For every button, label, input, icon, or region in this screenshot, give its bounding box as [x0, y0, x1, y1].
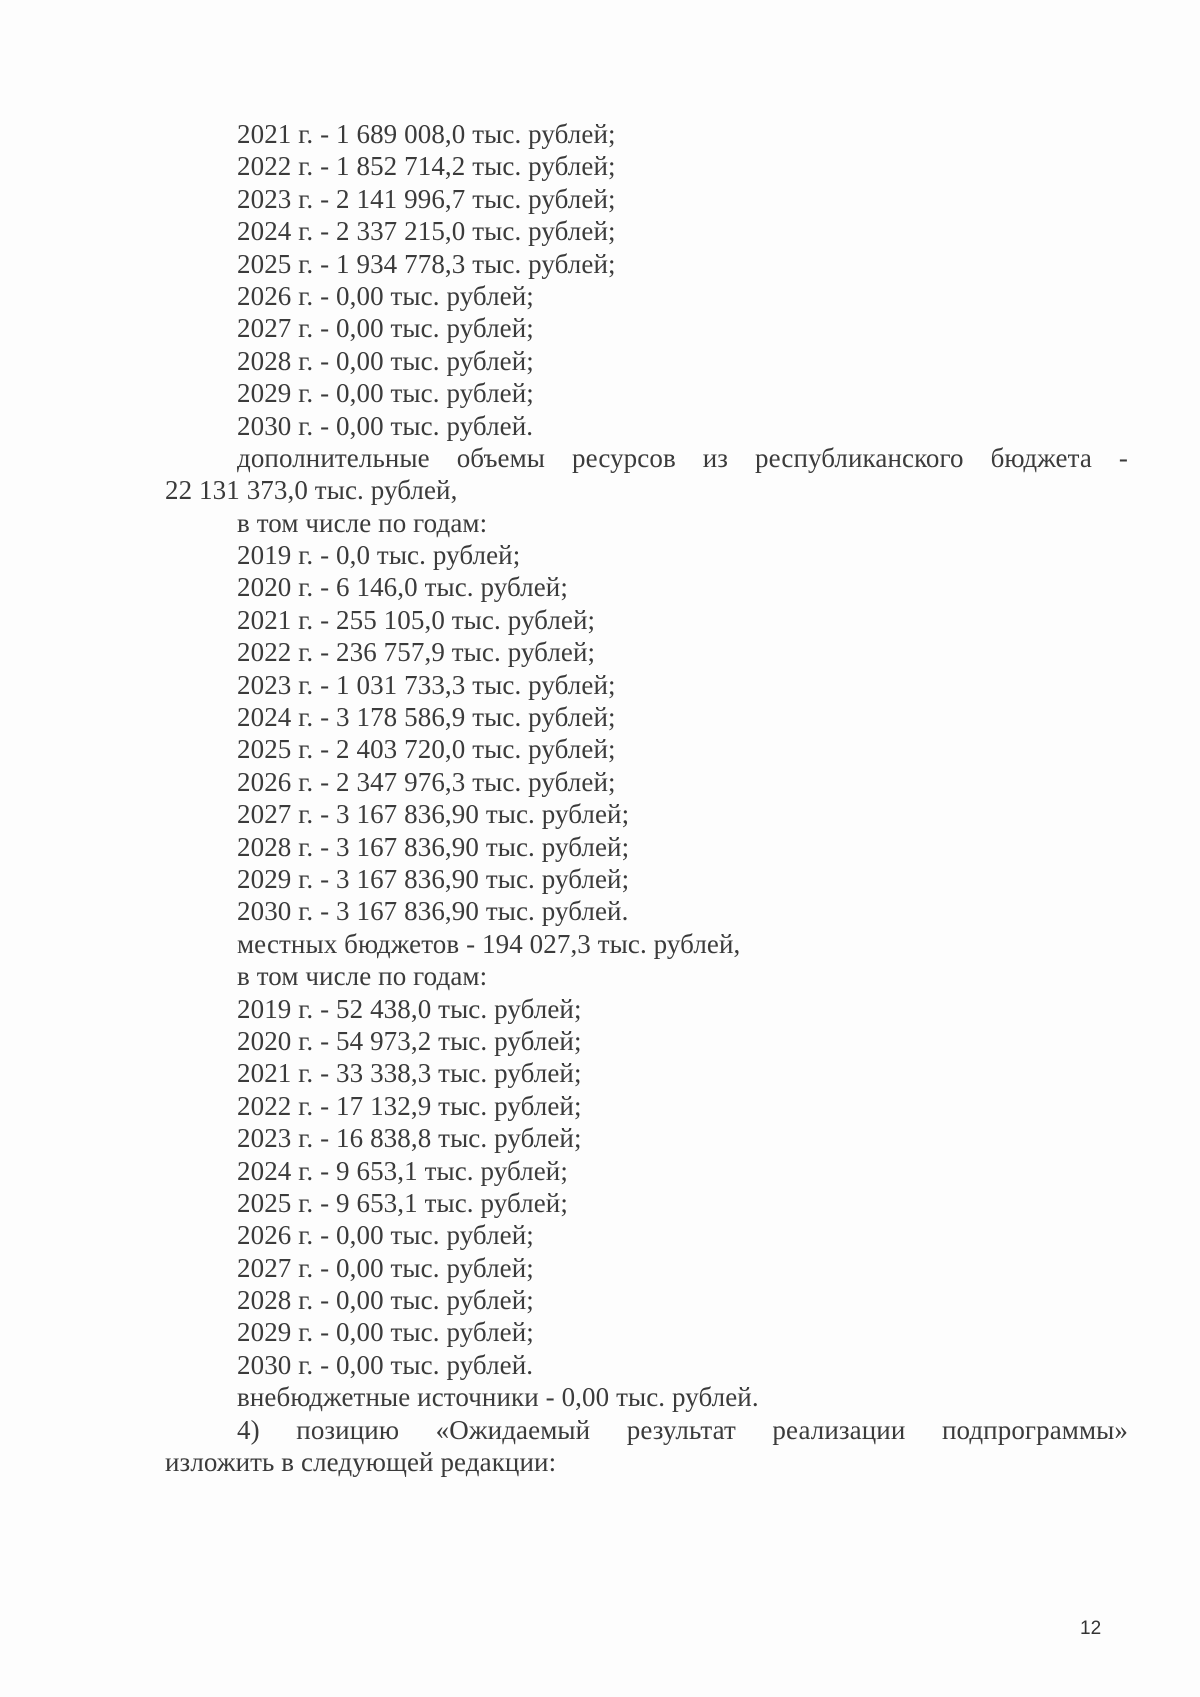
item-4-continuation: изложить в следующей редакции:	[165, 1447, 557, 1478]
funding-line-2029: 2029 г. - 0,00 тыс. рублей;	[237, 378, 534, 409]
republic-budget-total: 22 131 373,0 тыс. рублей,	[165, 475, 458, 506]
local-year-2019: 2019 г. - 52 438,0 тыс. рублей;	[237, 993, 582, 1024]
funding-line-2024: 2024 г. - 2 337 215,0 тыс. рублей;	[237, 216, 616, 247]
republic-year-2029: 2029 г. - 3 167 836,90 тыс. рублей;	[237, 863, 630, 894]
funding-line-2030: 2030 г. - 0,00 тыс. рублей.	[237, 410, 534, 441]
funding-line-2021: 2021 г. - 1 689 008,0 тыс. рублей;	[237, 119, 616, 149]
page-number: 12	[1080, 1618, 1102, 1639]
republic-year-2026: 2026 г. - 2 347 976,3 тыс. рублей;	[237, 766, 616, 797]
funding-line-2027: 2027 г. - 0,00 тыс. рублей;	[237, 313, 534, 344]
local-year-2022: 2022 г. - 17 132,9 тыс. рублей;	[237, 1090, 582, 1121]
local-budget-heading: местных бюджетов - 194 027,3 тыс. рублей,	[237, 928, 741, 959]
funding-line-2028: 2028 г. - 0,00 тыс. рублей;	[237, 345, 534, 376]
local-year-2025: 2025 г. - 9 653,1 тыс. рублей;	[237, 1187, 568, 1218]
local-year-2026: 2026 г. - 0,00 тыс. рублей;	[237, 1220, 534, 1251]
republic-budget-heading: дополнительные объемы ресурсов из республиканского бюджета -	[237, 442, 1128, 473]
local-year-2029: 2029 г. - 0,00 тыс. рублей;	[237, 1317, 534, 1348]
local-year-2027: 2027 г. - 0,00 тыс. рублей;	[237, 1252, 534, 1283]
local-year-2023: 2023 г. - 16 838,8 тыс. рублей;	[237, 1123, 582, 1154]
republic-by-years-label: в том числе по годам:	[237, 507, 488, 538]
republic-year-2023: 2023 г. - 1 031 733,3 тыс. рублей;	[237, 669, 616, 700]
republic-year-2030: 2030 г. - 3 167 836,90 тыс. рублей.	[237, 896, 629, 927]
local-by-years-label: в том числе по годам:	[237, 961, 488, 992]
document-body	[165, 118, 1128, 1478]
funding-line-2022: 2022 г. - 1 852 714,2 тыс. рублей;	[237, 151, 616, 182]
republic-year-2025: 2025 г. - 2 403 720,0 тыс. рублей;	[237, 734, 616, 765]
republic-year-2021: 2021 г. - 255 105,0 тыс. рублей;	[237, 604, 596, 635]
local-year-2020: 2020 г. - 54 973,2 тыс. рублей;	[237, 1025, 582, 1056]
local-year-2030: 2030 г. - 0,00 тыс. рублей.	[237, 1349, 534, 1380]
funding-line-2026: 2026 г. - 0,00 тыс. рублей;	[237, 280, 534, 311]
republic-year-2022: 2022 г. - 236 757,9 тыс. рублей;	[237, 637, 596, 668]
local-year-2021: 2021 г. - 33 338,3 тыс. рублей;	[237, 1058, 582, 1089]
republic-year-2024: 2024 г. - 3 178 586,9 тыс. рублей;	[237, 702, 616, 733]
funding-line-2025: 2025 г. - 1 934 778,3 тыс. рублей;	[237, 248, 616, 279]
local-year-2028: 2028 г. - 0,00 тыс. рублей;	[237, 1285, 534, 1316]
republic-year-2028: 2028 г. - 3 167 836,90 тыс. рублей;	[237, 831, 630, 862]
republic-year-2020: 2020 г. - 6 146,0 тыс. рублей;	[237, 572, 568, 603]
extrabudgetary-sources: внебюджетные источники - 0,00 тыс. рублей.	[237, 1382, 759, 1413]
republic-year-2027: 2027 г. - 3 167 836,90 тыс. рублей;	[237, 799, 630, 830]
local-year-2024: 2024 г. - 9 653,1 тыс. рублей;	[237, 1155, 568, 1186]
item-4-paragraph: 4) позицию «Ожидаемый результат реализации подпрограммы»	[237, 1414, 1128, 1445]
funding-line-2023: 2023 г. - 2 141 996,7 тыс. рублей;	[237, 183, 616, 214]
republic-year-2019: 2019 г. - 0,0 тыс. рублей;	[237, 540, 521, 571]
